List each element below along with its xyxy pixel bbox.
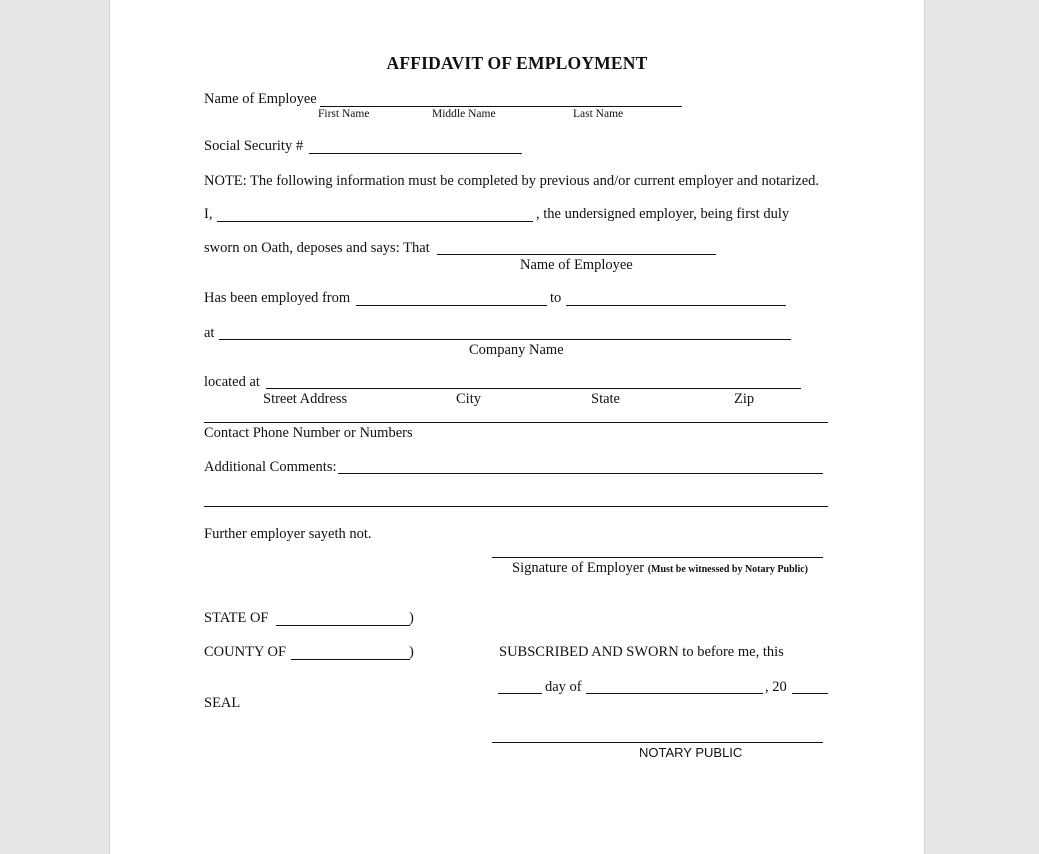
street-address-caption: Street Address	[263, 391, 348, 407]
ssn-label: Social Security #	[204, 138, 304, 154]
signature-caption	[512, 560, 808, 578]
year-field[interactable]	[792, 693, 828, 694]
further-text: Further employer sayeth not.	[204, 526, 372, 542]
employer-name-field[interactable]	[217, 221, 533, 222]
located-at-label: located at	[204, 374, 260, 390]
last-name-caption: Last Name	[573, 108, 624, 120]
sworn-text: sworn on Oath, deposes and says: That	[204, 240, 430, 256]
name-of-employee-caption: Name of Employee	[520, 257, 633, 273]
employed-from-label: Has been employed from	[204, 290, 351, 306]
undersigned-text: , the undersigned employer, being first duly	[536, 206, 790, 222]
city-caption: City	[456, 391, 481, 407]
subscribed-text: SUBSCRIBED AND SWORN to before me, this	[499, 644, 784, 660]
i-label: I,	[204, 206, 213, 222]
day-field[interactable]	[498, 693, 542, 694]
middle-name-caption: Middle Name	[432, 108, 496, 120]
zip-caption: Zip	[734, 391, 755, 407]
additional-comments-label: Additional Comments:	[204, 459, 337, 475]
state-paren: )	[409, 610, 414, 626]
document-page	[109, 0, 925, 854]
first-name-caption: First Name	[318, 108, 370, 120]
address-field[interactable]	[266, 388, 801, 389]
employed-from-field[interactable]	[356, 305, 547, 306]
day-of-label: day of	[545, 679, 582, 695]
seal-label: SEAL	[204, 695, 241, 711]
notary-signature-field[interactable]	[492, 742, 823, 743]
comments-field-1[interactable]	[338, 473, 823, 474]
signature-note: (Must be witnessed by Notary Public)	[647, 564, 808, 575]
county-of-field[interactable]	[291, 659, 410, 660]
to-label: to	[550, 290, 562, 306]
county-of-label: COUNTY OF	[204, 644, 287, 660]
employee-name-field[interactable]	[320, 106, 682, 107]
ssn-field[interactable]	[309, 153, 522, 154]
at-label: at	[204, 325, 215, 341]
contact-phone-caption: Contact Phone Number or Numbers	[204, 425, 413, 441]
employer-signature-field[interactable]	[492, 557, 823, 558]
county-paren: )	[409, 644, 414, 660]
state-of-label: STATE OF	[204, 610, 269, 626]
notary-public-caption: NOTARY PUBLIC	[639, 745, 743, 760]
employee-name-label: Name of Employee	[204, 91, 317, 107]
company-name-field[interactable]	[219, 339, 791, 340]
year-prefix: , 20	[765, 679, 787, 695]
employed-to-field[interactable]	[566, 305, 786, 306]
state-of-field[interactable]	[276, 625, 410, 626]
comments-field-2[interactable]	[204, 506, 828, 507]
sworn-employee-field[interactable]	[437, 254, 716, 255]
note-text: NOTE: The following information must be completed by previous and/or current employer and notarized.	[204, 173, 820, 189]
state-caption: State	[591, 391, 620, 407]
document-title: AFFIDAVIT OF EMPLOYMENT	[386, 53, 648, 73]
contact-phone-field[interactable]	[204, 422, 828, 423]
company-name-caption: Company Name	[469, 342, 564, 358]
month-field[interactable]	[586, 693, 763, 694]
signature-caption-text: Signature of Employer	[512, 560, 645, 576]
